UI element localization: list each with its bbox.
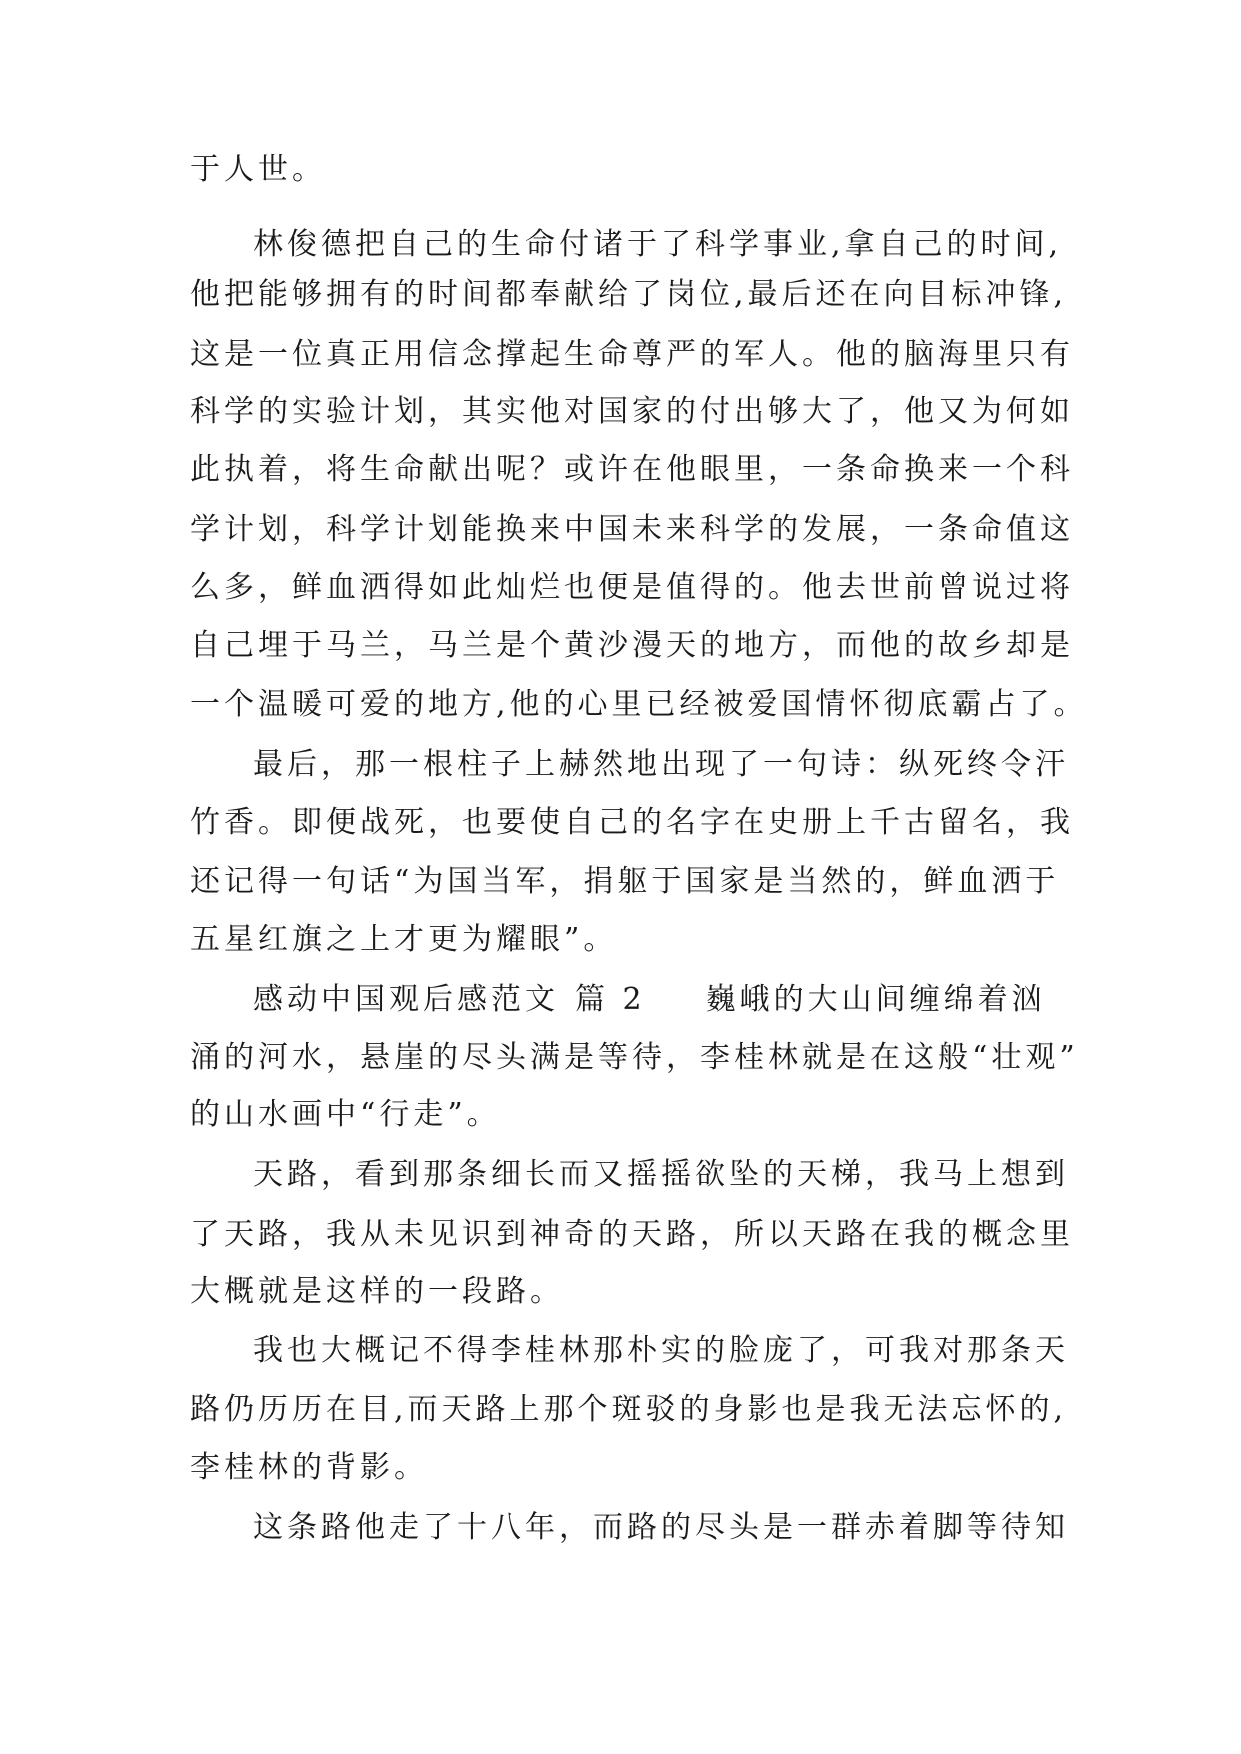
text-line: 学计划，科学计划能换来中国未来科学的发展，一条命值这 bbox=[190, 512, 1074, 547]
section-title: 感动中国观后感范文 bbox=[253, 982, 559, 1017]
section-heading-line bbox=[253, 980, 1046, 1020]
text-line: 他把能够拥有的时间都奉献给了岗位,最后还在向目标冲锋, bbox=[190, 277, 1068, 312]
text-line: 于人世。 bbox=[190, 152, 326, 187]
text-line: 科学的实验计划，其实他对国家的付出够大了，他又为何如 bbox=[190, 394, 1074, 429]
text-line: 最后，那一根柱子上赫然地出现了一句诗：纵死终令汗 bbox=[253, 747, 1069, 782]
text-line: 一个温暖可爱的地方,他的心里已经被爱国情怀彻底霸占了。 bbox=[190, 687, 1088, 722]
section-number: 篇 2 bbox=[575, 982, 646, 1017]
text-line: 还记得一句话“为国当军，捐躯于国家是当然的，鲜血洒于 bbox=[190, 864, 1060, 899]
text-line: 天路，看到那条细长而又摇摇欲坠的天梯，我马上想到 bbox=[253, 1157, 1069, 1192]
text-line: 路仍历历在目,而天路上那个斑驳的身影也是我无法忘怀的, bbox=[190, 1392, 1068, 1427]
text-line: 这条路他走了十八年，而路的尽头是一群赤着脚等待知 bbox=[253, 1510, 1069, 1545]
text-line: 自己埋于马兰，马兰是个黄沙漫天的地方，而他的故乡却是 bbox=[190, 628, 1074, 663]
text-line: 此执着，将生命献出呢？或许在他眼里，一条命换来一个科 bbox=[190, 452, 1074, 487]
text-line: 的山水画中“行走”。 bbox=[190, 1097, 501, 1132]
text-line: 我也大概记不得李桂林那朴实的脸庞了，可我对那条天 bbox=[253, 1333, 1069, 1368]
text-line: 么多，鲜血洒得如此灿烂也便是值得的。他去世前曾说过将 bbox=[190, 570, 1074, 605]
text-line: 巍峨的大山间缠绵着汹 bbox=[705, 982, 1046, 1017]
text-line: 林俊德把自己的生命付诸于了科学事业,拿自己的时间, bbox=[253, 227, 1063, 262]
text-line: 五星红旗之上才更为耀眼”。 bbox=[190, 922, 618, 957]
text-line: 大概就是这样的一段路。 bbox=[190, 1274, 564, 1309]
text-line: 涌的河水，悬崖的尽头满是等待，李桂林就是在这般“壮观” bbox=[190, 1040, 1079, 1075]
text-line: 李桂林的背影。 bbox=[190, 1450, 428, 1485]
text-line: 了天路，我从未见识到神奇的天路，所以天路在我的概念里 bbox=[190, 1217, 1074, 1252]
text-line: 这是一位真正用信念撑起生命尊严的军人。他的脑海里只有 bbox=[190, 337, 1074, 372]
text-line: 竹香。即便战死，也要使自己的名字在史册上千古留名，我 bbox=[190, 805, 1074, 840]
